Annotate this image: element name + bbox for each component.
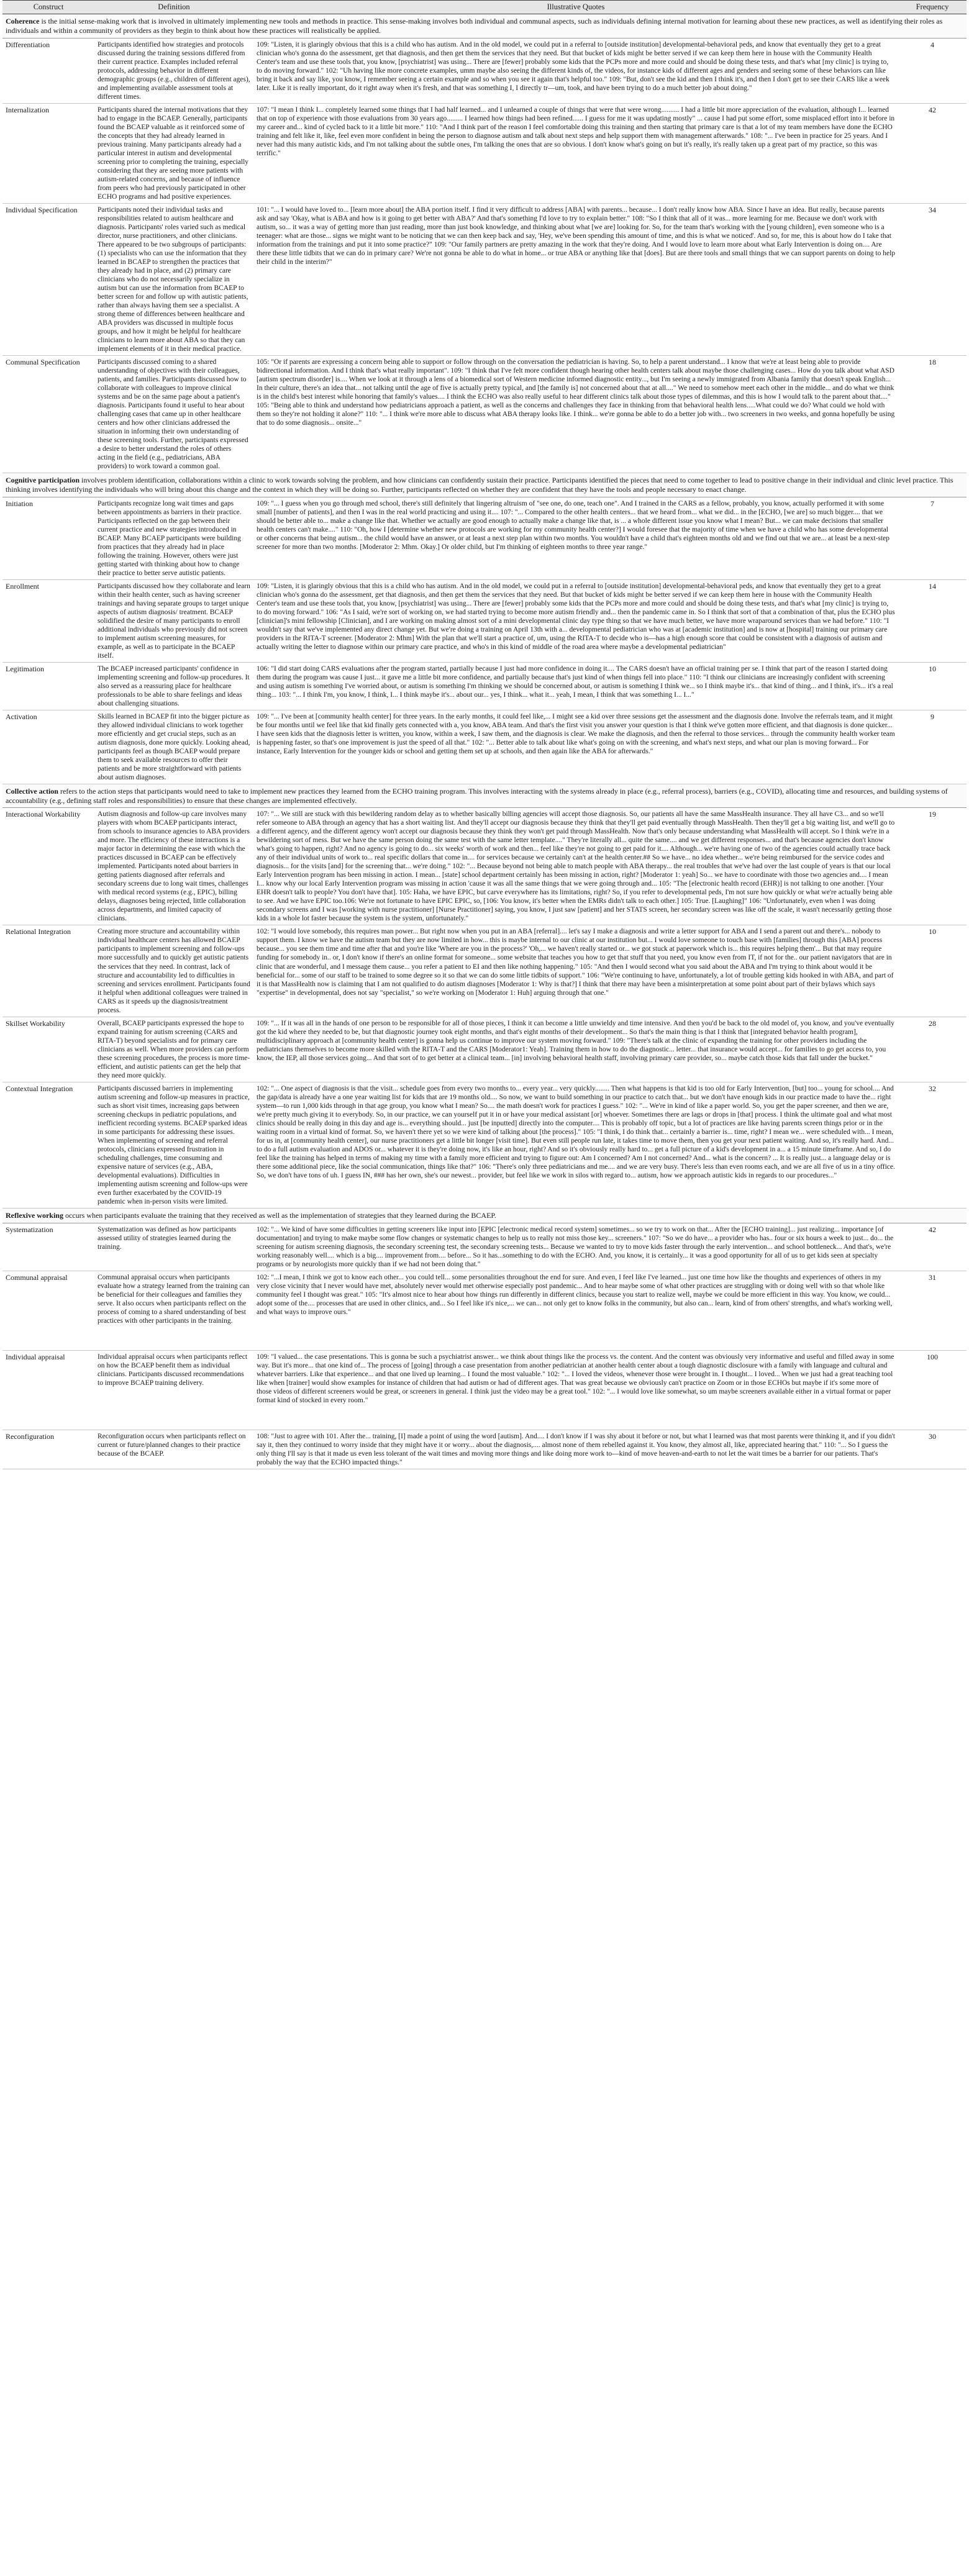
header-quotes: Illustrative Quotes (253, 1, 898, 14)
frequency-cell: 32 (898, 1082, 967, 1208)
table-row (2, 103, 967, 203)
table-header-row (2, 1, 967, 14)
construct-cell: Differentiation (2, 38, 94, 103)
definition-cell: Participants shared the internal motivations that they had to engage in the BCAEP. Generally, participants found the BCAEP valuable as it reinforced some of the concepts that they had already learned in previous training. Many participants already had a particular interest in autism and developmental screening prior to completing the training, especially considering that they are seeing more patients with autism-related concerns, and because of influence from peers who had previously participated in other ECHO programs and had positive experiences. (94, 103, 253, 203)
table-row (2, 579, 967, 662)
frequency-cell: 7 (898, 497, 967, 579)
frequency-cell: 4 (898, 38, 967, 103)
quote-cell: 101: "... I would have loved to... [learn more about] the ABA portion itself. I find it very difficult to address [ABA] with parents... because... I don't really know how ABA. Since I have an idea. But really, because parents ask and say 'Okay, what is ABA and how is it going to get better with ABA?' And that's something I'd love to try to explain better." 108: "So I think that all of it was... more learning for me. Because we don't work with autism, so... it was a way of getting more than just reading, more than just book knowledge, and thinking about what [we are] looking for. So, for the team that's working with the [young children], even someone who is a teenager: what are those... signs we might want to be noticing that we can then keep back and say, 'Hey, we've been spending this amount of time, and this is what we noticed'. And so, for me, this is about how do I take that information from the trainings and put it into some practice?" 109: "Our family partners are pretty amazing in the work that they're doing. And I would love to learn more about what Early Intervention is doing on.... Are there these little tidbits that we can do in primary care? We're not gonna be able to do what in home... or true ABA or anything like that [does]. But are there tools and small things that we can support parents on doing to help their child in the interim?" (253, 203, 898, 355)
construct-cell: Interactional Workability (2, 808, 94, 925)
construct-cell: Communal Specification (2, 356, 94, 473)
section-intro-text: refers to the action steps that participants would need to take to implement new practices they learned from the ECHO training program. This involves interacting with the systems already in place (e.g., referral process), barriers (e.g., COVID), allocating time and resources, and building systems of accountability (e.g., defining staff roles and responsibilities) to ensure that these changes are implemented effectively. (6, 786, 948, 805)
quote-cell: 109: "Listen, it is glaringly obvious that this is a child who has autism. And in the old model, we could put in a referral to [outside institution] developmental-behavioral peds, and know that eventually they get to a great clinician who's gonna do the assessment, get that diagnosis, and then get them the services that they need. But that bucket of kids might be better served if we can keep them here in house with the Community Health Center's team and use these tools that, you know, [psychiatrist] was using... There are [fewer] probably some kids that the PCPs more and more could and should be doing these tests, and that's what [my clinic] is trying to, to do moving forward." 102: "Uh having like more concrete examples, umm maybe also seeing the different kinds of, the videos, for instance kids of different ages and genders and seeing some of these behaviors can like bring it back and say like, you know, I remember seeing a certain example and so when you see it again that's helpful too." 109: "But, don't see the kid and then I think it's, and then I don't get to see their CARS like a week later. Like it is really important, do it right away when it's fresh, and that was something I, I directly tr—um, took, and have been trying to do a much better job about doing." (253, 38, 898, 103)
table-row (2, 1350, 967, 1430)
construct-cell: Reconfiguration (2, 1430, 94, 1469)
construct-cell: Contextual Integration (2, 1082, 94, 1208)
definition-cell: Participants discussed coming to a shared understanding of objectives with their colleagues, patients, and families. Participants discussed how to collaborate with colleagues to improve clinical systems and be on the same page about a patient's diagnosis. Participants found it useful to hear about challenging cases that came up in other healthcare centers and how other clinicians addressed the situation in informing their own understanding of these screening tools. Further, participants expressed a desire to better understand the roles of others acting in the field (e.g., pediatricians, ABA providers) to work toward a common goal. (94, 356, 253, 473)
definition-cell: Participants discussed how they collaborate and learn within their health center, such as having screener trainings and having separate groups to target unique aspects of autism diagnosis/ treatment. BCAEP solidified the desire of many participants to enroll additional individuals who previously did not screen to implement autism screening measures, for example, as well as to participate in the BCAEP itself. (94, 579, 253, 662)
table-row (2, 662, 967, 710)
table-row (2, 710, 967, 784)
definition-cell: Systematization was defined as how participants assessed utility of strategies learned during the training. (94, 1223, 253, 1271)
definition-cell: Overall, BCAEP participants expressed the hope to expand training for autism screening (CARS and RITA-T) beyond specialists and for primary care clinicians as well. When more providers can perform these screening procedures, the process is more time-efficient, and autistic patients can get the help that they need more quickly. (94, 1017, 253, 1082)
table-row (2, 1271, 967, 1350)
section-title: Coherence (6, 17, 40, 26)
quote-cell: 109: "I valued... the case presentations. This is gonna be such a psychiatrist answer... we think about things like the process vs. the content. And the content was obviously very informative and useful and filled away in some way. But it's more... that one kind of... The process of [going] through a case presentation from another pediatrician at another health center about a tough diagnostic disclosure with a family with language and cultural and whatever barriers. Like that experience... and that one lived up learning... I found the most valuable." 102: "... I loved the videos, whenever those were brought in. I thought... I loved... When we just had a great teaching tool like when [trainer] would show examples for instance of children that had autism or had of different ages. That was great because we obviously can't practice on Zoom or in those ECHOs but maybe if it's some more of those videos of different screeners would be great, or screeners in general. I think just the video may be a great tool." 102: "... I would love like somewhat, so um maybe screeners available either in a virtual format or paper format kind of stocked in every room." (253, 1350, 898, 1430)
construct-cell: Individual appraisal (2, 1350, 94, 1430)
quote-cell: 102: "...I mean, I think we got to know each other... you could tell... some personalities throughout the end for sure. And even, I feel like I've learned... just one time how like the thoughts and experiences of others in my very close vicinity that I never would have met, absolutely never would met otherwise especially post pandemic... And to hear maybe some of what other practices are struggling with or doing well with so that whole like community feel I thought was great." 105: "It's almost nice to hear about how things run differently in different clinics, because you start to realize well, maybe we could be more efficient in this way. You know, we could... adopt some of the.... processes that are used in other clinics, and... So I feel like it's nice,... we can... not only get to know folks in the community, but also can... learn, kind of from others' strengths, and what's working well, and what ways to improve ours." (253, 1271, 898, 1350)
table-body (2, 14, 967, 1469)
quote-cell: 102: "... One aspect of diagnosis is that the visit... schedule goes from every two months to... every year... very quickly........ Then what happens is that kid is too old for Early Intervention, [but] too... young for school.... And the gap/data is already have a one year waiting list for kids that are 19 months old.... So now, we want to build something in our practice to catch that... but we don't have enough kids in our practice made to have the... right system—to run 1,000 kids through in that age group, you know what I mean? So.... the math doesn't work for practices I guess." 102: "... We're in kind of like a paper world. So, you get the paper screener, and then we are, we're pretty much giving it to everybody. So, in our practice, we can yourself put it in or have your medical assistant [or] whoever. Sometimes there are lags or drops in [that] process. I think the ultimate goal and what most clinics should be really doing in this day and age is... everything should... just [be inputted] directly into the computer.... This is probably off topic, but a lot of practices are like having parents screen things prior or in the waiting room in a virtual kind of format. So, we haven't there yet so we were kind of talking about [the process]." 105: "I think, I do think that... certainly a barrier is... time, right? I mean we... were scheduled with... I mean, for us in, at [community health center], our nurse practitioners get a little bit longer [visit time]. But even still people run late, it takes time to move them, then you get your next patient waiting. And so, it's really hard. And... to do a full autism evaluation and ADOS or... whatever it is they're doing now, it's like an hour, right? And so it's obviously really hard to... get a full picture of a kid's development in a... a 15 minute timeframe. And so, I do feel like the training has helped in terms of making my time with a family more efficient and trying to figure out: Am I concerned? Am I not concerned? And... what is the concern? ... It is really just... a language delay or is there some additional piece, like the social communication, things like that?" 106: "There's only three pediatricians and me.... and we are very busy. There's less than even rooms each, and we are all five of us in a tiny office. So, we don't have tons of uh. I guess IN, ### has her own, she's our newest... provider, but feel like we work in silos with regard to... autism, how we approach autistic kids in regards to our procedures..." (253, 1082, 898, 1208)
frequency-cell: 18 (898, 356, 967, 473)
quote-cell: 107: "I mean I think I... completely learned some things that I had half learned... and I unlearned a couple of things that were that were wrong.......... I had a little bit more appreciation of the evaluation, although I... learned that on top of experience with those evaluations from 30 years ago......... I learned how things had been refined...... I guess for me it was updating mostly" ... cause I had put some effort, some misplaced effort into it before in my career and... kind of cycled back to it a little bit more." 110: "And I think part of the reason I feel comfortable doing this training and then starting that primary care is that a lot of my team members have done the ECHO training and felt like it, like, feel even more confident in being the person to diagnose autism and talk about next steps and help support them with management afterwards." 108: "... I've been in practice for 25 years. And I never had this many autistic kids, and I'm not talking about the subtle ones, I'm talking the ones that are so obvious. I don't know what's going on but it's really, it's really taken up a great part of my practice, so this was terrific." (253, 103, 898, 203)
section-intro (2, 473, 967, 497)
table-row (2, 38, 967, 103)
section-intro-row (2, 784, 967, 807)
section-title: Cognitive participation (6, 476, 80, 485)
section-intro (2, 14, 967, 38)
quote-cell: 105: "Or if parents are expressing a concern being able to support or follow through on the conversation the pediatrician is having. So, to help a parent understand... I know that we're at least being able to provide bidirectional information. And I think that's what really important". 109: "I think that I've felt more confident though hearing other health centers talk about maybe those challenging cases... How do you talk about what ASD [autism spectrum disorder] is.... When we look at it through a lens of a biomedical sort of Western medicine informed diagnostic entity..., but I'm seeing a newly immigrated from Albania family that doesn't speak English... In their culture, there's an idea that... not talking until the age of five is actually pretty typical, and [the family is] not concerned about that at all...." We need to somehow meet each other in the middle... and do what we think is in the child's best interest while honoring that family's values.... I think the ECHO was also really useful to hear different clinics talk about those types of dilemmas, and this is how I would talk to the parent about that...." 105: "Being able to think and understand how pediatricians approach a patient, as well as the concerns and challenges they face in thinking from that behavioral health lens.....What could we do? What could we hold with them so they're not holding it alone?" 110: "... I think we're more able to discuss what ABA therapy looks like. I think... we're gonna be able to do a better job with... two screeners in two weeks, and gonna hopefully be using that to do some diagnosis... onsite..." (253, 356, 898, 473)
construct-cell: Communal appraisal (2, 1271, 94, 1350)
table-row (2, 497, 967, 579)
frequency-cell: 9 (898, 710, 967, 784)
quote-cell: 109: "... I've been at [community health center] for three years. In the early months, it could feel like,... I might see a kid over three sessions get the assessment and the diagnosis done. Involve the referrals team, and it might be four months until we feel like that kid finally gets connected with a, you know, ABA team. And that's the first visit you answer your question is that I think we've gotten more efficient, and that diagnosis is done quicker... I have seen kids that the diagnosis letter is written, you know, within a week, I saw them, and the diagnosis is clear. We make the diagnosis, and then the referral to those services... through the community health worker team is happening faster, so that's one improvement is just the speed of all that." 102: "... Better able to talk about like what's going on with the screening, and what's next steps, and what our plan is moving forward... For instance, Early Intervention for the younger kids or school and getting them set up at schools, and then again like the ABA for afterwards." (253, 710, 898, 784)
quote-cell: 109: "... I guess when you go through med school, there's still definitely that lingering altruism of "see one, do one, teach one". And I trained in the CARS as a fellow, probably, you know, actually performed it with some small [number of patients], and then I was in the real world practicing and using it.... 107: "... Compared to the other health centers... that we heard from... what we did... in the [ECHO, [we are] so much bigger.... that we should be better able to... make a change like that. Whether we actually are good enough to actually make a change like that, is ... a whole different issue you know what I mean? But... we can make decisions that smaller health centers can't make...." 110: "Oh, how I [determine whether new protocols are working for my community health center?] I would foresee that the majority of time when we have a child who has some developmental or other concerns that being autism... the child would have an answer, or at least a next step plan within two months. You wouldn't have a child that's eighteen months old and we find out that we are... at least be a next-step screener for more than two months. [Moderator 2: Mhm. Okay.] Or older child, but I'm thinking of eighteen months to three year range." (253, 497, 898, 579)
definition-cell: Communal appraisal occurs when participants evaluate how a strategy learned from the training can be beneficial for their colleagues and families they serve. It also occurs when participants reflect on the process of coming to a shared understanding of best practices with other participants in the training. (94, 1271, 253, 1350)
section-intro-text: involves problem identification, collaborations within a clinic to work towards solving the problem, and how clinicians can confidently sustain their practice. Participants identified the pieces that need to come together to lead to positive change in their individual and clinic level practice. This thinking involves identifying the individuals who will bring about this change and the context in which they will be doing so. Further, participants reflected on whether they are confident that they have the tools and people necessary to enact change. (6, 476, 953, 494)
definition-cell: Reconfiguration occurs when participants reflect on current or future/planned changes to their practice because of the BCAEP. (94, 1430, 253, 1469)
definition-cell: Creating more structure and accountability within individual healthcare centers has allowed BCAEP participants to implement screening and follow-ups more successfully and to quickly get autistic patients the services that they need. In contrast, lack of structure and accountability led to difficulties in screening and services enrollment. Participants found it helpful when additional colleagues were trained in CARS as it speeds up the diagnosis/treatment process. (94, 925, 253, 1017)
frequency-cell: 10 (898, 925, 967, 1017)
section-intro-text: occurs when participants evaluate the training that they received as well as the implementation of strategies that they learned during the BCAEP. (65, 1210, 496, 1220)
quote-cell: 108: "Just to agree with 101. After the... training, [I] made a point of using the word [autism]. And.... I don't know if I was shy about it before or not, but what I learned was that most parents were thinking it, and if you didn't say it, then they continued to worry inside that they might have it or worry... about the diagnosis,.... almost none of them rebelled against it. You know, they almost all, like, appreciated hearing that." 110: "... So I guess the only thing I'll say is that it made us even less tolerant of the wait times and moving more things and like doing more work to—kind of move heaven-and-earth to not let the wait times be a barrier for our patients. That's probably the way that the ECHO impacted things." (253, 1430, 898, 1469)
quote-cell: 102: "I would love somebody, this requires man power... But right now when you put in an ABA [referral].... let's say I make a diagnosis and write a letter support for ABA and I send a parent out and there's... nobody to support them. I know we have the autism team but they are now limited in how... this is maybe internal to our clinic at our institution but... I would love someone to touch base with [families] through this [ABA] process because... you see them time and time after that and you're like 'Where are you in the process?' 'Oh,... we haven't really started or... we got stuck at paperwork which is... this requires helping them'... But that may require funding for somebody in.. or, I don't know if there's an online format for someone... some website that teaches you how to get that stuff that you need, you know even from IT, if not for the.. our patient navigators that are in clinic that are wonderful, and I message them cause... you refer a patient to EI and then like nothing happening." 105: "And then I would second what you said about the ABA and I'm trying to think about would it be beneficial for... some of our staff to be trained to some degree so it so that we can do some little tidbits of support." 106: "We're continuing to have, unfortunately, a lot of trouble getting kids hooked in with ABA, and part of it is that MassHealth now is claiming that I am not qualified to do autism diagnoses [Moderator 1: Why is that?] I think that there may have been a misinterpretation at some point about part of their bylaws which says "expertise" in developmental, does not say "specialist," so we're working on [Moderator 1: Huh] arguing through that one." (253, 925, 898, 1017)
construct-cell: Individual Specification (2, 203, 94, 355)
header-construct: Construct (2, 1, 94, 14)
frequency-cell: 100 (898, 1350, 967, 1430)
table-row (2, 1017, 967, 1082)
table-row (2, 808, 967, 925)
construct-cell: Skillset Workability (2, 1017, 94, 1082)
definition-cell: Skills learned in BCAEP fit into the bigger picture as they allowed individual clinicians to work together more efficiently and get crucial steps, such as an autism diagnosis, done more quickly. Looking ahead, participants feel as though BCAEP would prepare them to seek available resources to offer their patients and be more straightforward with patients about autism diagnoses. (94, 710, 253, 784)
quote-cell: 107: "... We still are stuck with this bewildering random delay as to whether basically billing agencies will accept those diagnosis. So, our patients all have the same MassHealth insurance. They all have C3... and so we'll refer someone to ABA through an agency that has a short waiting list. And they'll accept our diagnosis because they think that they'll get paid eventually through MassHealth. Then they'll get a big waiting list, and we'll go to a different agency, and the different agency won't accept our diagnosis because they think they won't get paid through MassHealth. Now that's only because understanding what MassHealth will accept. So I think we're in a bewildering sort of mess. But we have the same person doing the same test with the same letter template...." They're literally all... quite the same.... and we get different responses... and that's because agencies don't know what's going to happen, right? And no agency is going to do... six weeks' worth of work and then... feel like they're not going to get paid for it.... Although... we're having one of two of the agencies could actually trace back any of their individual units of work to... real specific dollars that come in.... for services because we certainly can't at the health center.## So we have... no idea whether... we're being reimbursed for the service codes and diagnosis... for the visits [and] for the screening that... we're doing." 102: "... Because beyond not being able to match people with ABA therapy... the real troubles that we've had over the last couple of years is that our local Early Intervention program has been missing in action. I mean... [state] school department certainly has been missing in action, right? [Moderator 1: yeah] So... we have to coordinate with those two agencies and.... I mean I... know why our local Early Intervention program was missing in action 'cause it was all the same things that we were going through and... 105: "The [electronic health record (EHR)] is not talking to one another. [Your EHR doesn't talk to people? You don't have that]. 105: Haha, we have EPIC, but carve everywhere has its limitations, right? So, if you refer to developmental peds, I'm not sure how quickly or what we're actually being able to see. And we have EPIC too.106: We're not fortunate to have EPIC EPIC, so, [106: You know, it's better when the EMRs didn't talk to each other.] 105: True. [Laughing]" 106: "Unfortunately, even when I was doing secondary screens and I was [working with nurse practitioner] [Nurse Practitioner] saying, you know, I just saw [patient] and her STATS screen, her secondary screen was like off the scale, it wasn't necessarily getting those kids in a whole lot faster because the system is the system, unfortunately." (253, 808, 898, 925)
section-intro-text: is the initial sense-making work that is involved in ultimately implementing new tools and methods in practice. This sense-making involves both individual and communal aspects, such as individuals defining internal motivation for learning about these new practices, as well as identifying their roles as individuals and within a community of providers as they begin to think about how these practices will realistically be applied. (6, 17, 943, 35)
section-title: Reflexive working (6, 1210, 63, 1220)
definition-cell: Participants identified how strategies and protocols discussed during the training sessions differed from their current practice. Examples included referral protocols, addressing behavior in different demographic groups (e.g., children of different ages), and implementing available assessment tools at different times. (94, 38, 253, 103)
section-intro-row (2, 473, 967, 497)
section-intro-row (2, 14, 967, 38)
quote-cell: 106: "I did start doing CARS evaluations after the program started, partially because I just had more confidence in doing it.... The CARS doesn't have an official training per se. I think that part of the reason I started doing them during the program was cause I just... it gave me a little bit more confidence, and partially because that's just kind of when things fell into place." 110: "I think our clinicians are increasingly confident with screening and using autism is something I've worried about, or autism is something I'm thinking we should be concerned about, or autism is something I think we... so I think maybe it's... that kind of thing... and I think, it's... it's a real thing... 103: "... I think I'm, you know, I think, I... I think maybe it's... about our... yes, I think... what it... yeah, I mean, I think that was something I... I..." (253, 662, 898, 710)
quote-cell: 109: "Listen, it is glaringly obvious that this is a child who has autism. And in the old model, we could put in a referral to [outside institution] developmental-behavioral peds, and know that eventually they get to a great clinician who's gonna do the assessment, get that diagnosis, and then get them the services that they need. But that bucket of kids might be better served if we can keep them here in house with the Community Health Center's team and use these tools that, you know, [psychiatrist] was using... There are [fewer] probably some kids that the PCPs more and more could and should be doing these tests, and that's what [my clinic] is trying to, to do moving forward." 106: "As I said, we're sort of working on, we had started trying to become more autism friendly and... then the pandemic came in. So I think that sort of that a combination of that, plus the ECHO plus [clinician]'s mini fellowship [Clinician], and I are working on making almost sort of a mini developmental clinic day type thing so that we have much better, we have more wraparound services than we had before." 110: "I wouldn't say that we've implemented any direct change yet. But we're doing a training on April 13th with a... developmental pediatrician who was at [academic institution] and is now at [hospital] training our primary care providers in the RITA-T screener. [Moderator 2: Mhm] With the plan that we'll start a practice of, um, using the RITA-T to decide who is—has a high enough score that could be consistent with a diagnosis of autism and actually writing the letter to diagnose within our primary care practice, and who's in this kind of middle of the road area where maybe a developmental pediatrician" (253, 579, 898, 662)
frequency-cell: 34 (898, 203, 967, 355)
section-intro-row (2, 1208, 967, 1223)
section-intro (2, 784, 967, 807)
section-intro (2, 1208, 967, 1223)
construct-cell: Internalization (2, 103, 94, 203)
construct-table (2, 0, 967, 1469)
construct-cell: Systematization (2, 1223, 94, 1271)
definition-cell: Autism diagnosis and follow-up care involves many players with whom BCAEP participants interact, from schools to insurance agencies to ABA providers and more. The efficiency of these interactions is a major factor in determining the ease with which the practices discussed in BCAEP can be effectively implemented. Participants noted about barriers in getting patients diagnosed after referrals and secondary screens due to long wait times, challenges with medical record systems (e.g., EPIC), billing delays, diagnoses being rejected, little collaboration across departments, and limited capacity of clinicians. (94, 808, 253, 925)
table-row (2, 1082, 967, 1208)
frequency-cell: 30 (898, 1430, 967, 1469)
table-row (2, 1223, 967, 1271)
frequency-cell: 19 (898, 808, 967, 925)
definition-cell: Participants discussed barriers in implementing autism screening and follow-up measures in practice, such as short visit times, increasing gaps between screening checkups in pediatric populations, and inefficient recording systems. BCAEP sparked ideas in some participants for addressing these issues. When implementing of screening and referral protocols, clinicians expressed frustration in scheduling challenges, time consuming and expensive nature of services (e.g., ABA, developmental evaluations). Difficulties in implementing autism screening and follow-ups were even further exacerbated by the COVID-19 pandemic when in-person visits were limited. (94, 1082, 253, 1208)
definition-cell: The BCAEP increased participants' confidence in implementing screening and follow-up procedures. It also served as a reassuring place for healthcare professionals to be able to share feelings and ideas about challenging situations. (94, 662, 253, 710)
frequency-cell: 42 (898, 103, 967, 203)
quote-cell: 102: "... We kind of have some difficulties in getting screeners like input into [EPIC [electronic medical record system] sometimes... so we try to work on that... After the [ECHO training]... just realizing... importance [of documentation] and trying to make maybe some flow changes or systematic changes to help us to really not miss those key... screeners." 107: "So we do have... a provider who has.. four or six hours a week to just... do... the screening for autism screening diagnosis, the secondary screening test, the secondary screening tests... Because we wanted to try to move kids faster through the early intervention... and school bottleneck... And that's, we're working reasonably well.... which is a big.... improvement from.... before... So it has...something to do with the ECHO. And, you know, it is certainly... it was a good opportunity for all of us to get kids seen at specialty programs or by neurologists more quickly than if we had not been doing that." (253, 1223, 898, 1271)
definition-cell: Participants recognize long wait times and gaps between appointments as barriers in their practice. Participants reflected on the gap between their current practice and new strategies introduced in BCAEP. Many BCAEP participants were building from practices that they already had in place following the training. However, others were just getting started with thinking about how to change their practice to better serve autistic patients. (94, 497, 253, 579)
construct-cell: Activation (2, 710, 94, 784)
table-row (2, 925, 967, 1017)
construct-cell: Initiation (2, 497, 94, 579)
frequency-cell: 42 (898, 1223, 967, 1271)
frequency-cell: 14 (898, 579, 967, 662)
section-title: Collective action (6, 786, 58, 796)
frequency-cell: 10 (898, 662, 967, 710)
definition-cell: Individual appraisal occurs when participants reflect on how the BCAEP benefit them as individual clinicians. Participants discussed recommendations to improve BCAEP training delivery. (94, 1350, 253, 1430)
construct-cell: Legitimation (2, 662, 94, 710)
table-row (2, 356, 967, 473)
table-row (2, 1430, 967, 1469)
definition-cell: Participants noted their individual tasks and responsibilities related to autism healthcare and diagnosis. Participants' roles varied such as medical director, nurse practitioners, and other clinicians. There appeared to be two subgroups of participants: (1) specialists who can use the information that they learned in BCAEP to strengthen the practices that they already had in place, and (2) primary care clinicians who do not necessarily specialize in autism but can use the information from BCAEP to better screen for and follow up with autistic patients, rather than always having them see a specialist. A strong theme of differences between healthcare and ABA providers was discussed in multiple focus groups, and how it might be helpful for healthcare clinicians to learn more about ABA so that they can implement elements of it in their medical practice. (94, 203, 253, 355)
table-row (2, 203, 967, 355)
header-frequency: Frequency (898, 1, 967, 14)
construct-cell: Relational Integration (2, 925, 94, 1017)
frequency-cell: 28 (898, 1017, 967, 1082)
construct-cell: Enrollment (2, 579, 94, 662)
quote-cell: 109: "... If it was all in the hands of one person to be responsible for all of those pieces, I think it can become a little unwieldy and time intensive. And then you'd be back to the old model of, you know, and you've eventually got the kid where they needed to be, but that diagnostic journey took eight months, and that's eight months of their development... So that's the main thing is that I think that [integrated behavior health program], multidisciplinary approach at [community health center] is gonna help us continue to improve our system moving forward." 109: "There's talk at the clinic of expanding the training for other providers including the pediatricians themselves to become more skilled with the RITA-T and the CARS [Moderator1: Yeah]. Training them in how to do the diagnostic... letter... that insurance would accept... for families to go get access to, you know, the IEP, all those services going... And that sort of to get better at a clinical team... [in] involving behavioral health staff, involving primary care provider, so... maybe catch those kids that fall under the bucket." (253, 1017, 898, 1082)
header-definition: Definition (94, 1, 253, 14)
frequency-cell: 31 (898, 1271, 967, 1350)
